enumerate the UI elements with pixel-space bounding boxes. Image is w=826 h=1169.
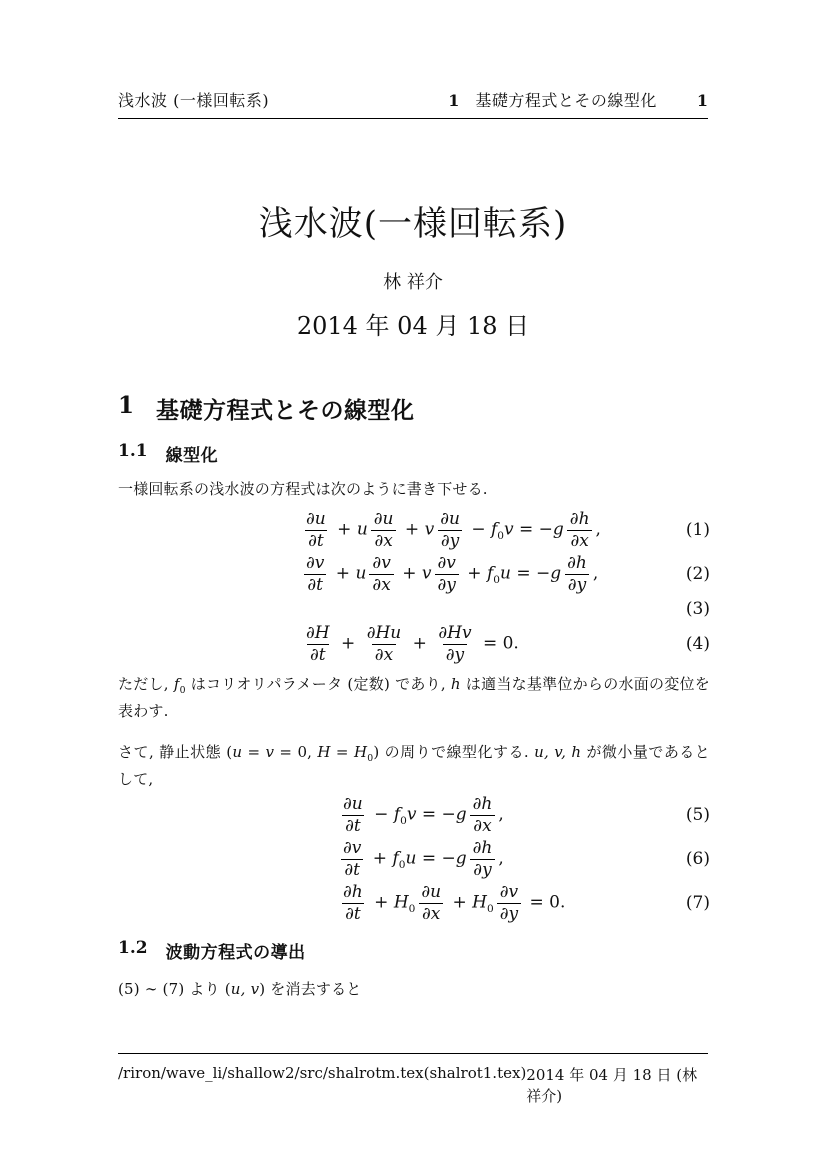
header-page-number: 1 — [696, 91, 708, 110]
header-doc-title: 浅水波 (一様回転系) — [118, 91, 270, 110]
section-1-number: 1 — [118, 392, 135, 419]
equation-row-4 — [118, 622, 710, 666]
section-1-1-title: 線型化 — [165, 446, 219, 466]
section-1-2-number: 1.2 — [118, 938, 148, 958]
header-section-number: 1 — [448, 91, 460, 110]
equation-2-body: $\frac{\partial v}{\partial t}$ + u $\frac{\partial v}{\partial x}$ + v $\frac{\partial v}{\partial y}$ + $f_0u = -g$ $\frac{\partial h}{\partial y}$ , — [306, 553, 599, 595]
document-author: 林 祥介 — [383, 272, 443, 293]
footer-source-path: /riron/wave_li/shallow2/src/shalrotm.tex(shalrot1.tex) — [118, 1064, 527, 1082]
equation-7-number: (7) — [685, 893, 710, 913]
paragraph-eliminate: (5) ∼ (7) より (u, v) を消去すると — [118, 980, 362, 998]
equation-block-2 — [118, 793, 710, 925]
paragraph-coriolis: ただし, $f_0$ はコリオリパラメータ (定数) であり, h は適当な基準位からの水面の変位を表わす. — [118, 675, 710, 720]
section-1-2-heading — [118, 938, 306, 963]
section-1-heading — [118, 392, 415, 425]
equation-6-number: (6) — [685, 849, 710, 869]
footer-date-author: 2014 年 04 月 18 日 (林 祥介) — [526, 1066, 698, 1105]
section-1-1-heading — [118, 441, 218, 466]
header-section-title: 基礎方程式とその線型化 — [475, 91, 657, 110]
equation-1-body: $\frac{\partial u}{\partial t}$ + u $\frac{\partial u}{\partial x}$ + v $\frac{\partial u}{\partial y}$ − $f_0v = -g$ $\frac{\partial h}{\partial x}$ , — [306, 509, 601, 551]
equation-4-body: $\frac{\partial H}{\partial t}$ + $\frac{\partial Hu}{\partial x}$ + $\frac{\partial Hv}{\partial y}$ = 0. — [306, 623, 519, 665]
equation-1-number: (1) — [685, 520, 710, 540]
equation-5-body: $\frac{\partial u}{\partial t}$ − $f_0v = -g$ $\frac{\partial h}{\partial x}$ , — [343, 794, 504, 836]
running-header — [118, 88, 708, 119]
equation-row-7 — [118, 881, 710, 925]
equation-7-body: $\frac{\partial h}{\partial t}$ + $H_0$ $\frac{\partial u}{\partial x}$ + $H_0$ $\frac{\partial v}{\partial y}$ = 0. — [343, 882, 566, 924]
equation-5-number: (5) — [685, 805, 710, 825]
equation-row-5 — [118, 793, 710, 837]
equation-3-number: (3) — [685, 599, 710, 619]
paragraph-linearize: さて, 静止状態 (u = v = 0, $H = H_0$) の周りで線型化する. u, v, h が微小量であるとして, — [118, 743, 710, 788]
document-title: 浅水波(一様回転系) — [258, 204, 568, 244]
equation-2-number: (2) — [685, 564, 710, 584]
equation-row-1 — [118, 508, 710, 552]
equation-4-number: (4) — [685, 634, 710, 654]
page-footer — [118, 1053, 708, 1106]
equation-row-3 — [118, 596, 710, 622]
equation-row-2 — [118, 552, 710, 596]
header-section-ref — [448, 88, 708, 111]
equation-6-body: $\frac{\partial v}{\partial t}$ + $f_0u = -g$ $\frac{\partial h}{\partial y}$ , — [343, 838, 504, 880]
equation-row-6 — [118, 837, 710, 881]
paragraph-intro: 一様回転系の浅水波の方程式は次のように書き下せる. — [118, 480, 488, 498]
document-date: 2014 年 04 月 18 日 — [296, 312, 530, 340]
section-1-title: 基礎方程式とその線型化 — [156, 397, 415, 424]
section-1-1-number: 1.1 — [118, 441, 148, 461]
section-1-2-title: 波動方程式の導出 — [165, 943, 306, 963]
equation-block-1 — [118, 508, 710, 666]
